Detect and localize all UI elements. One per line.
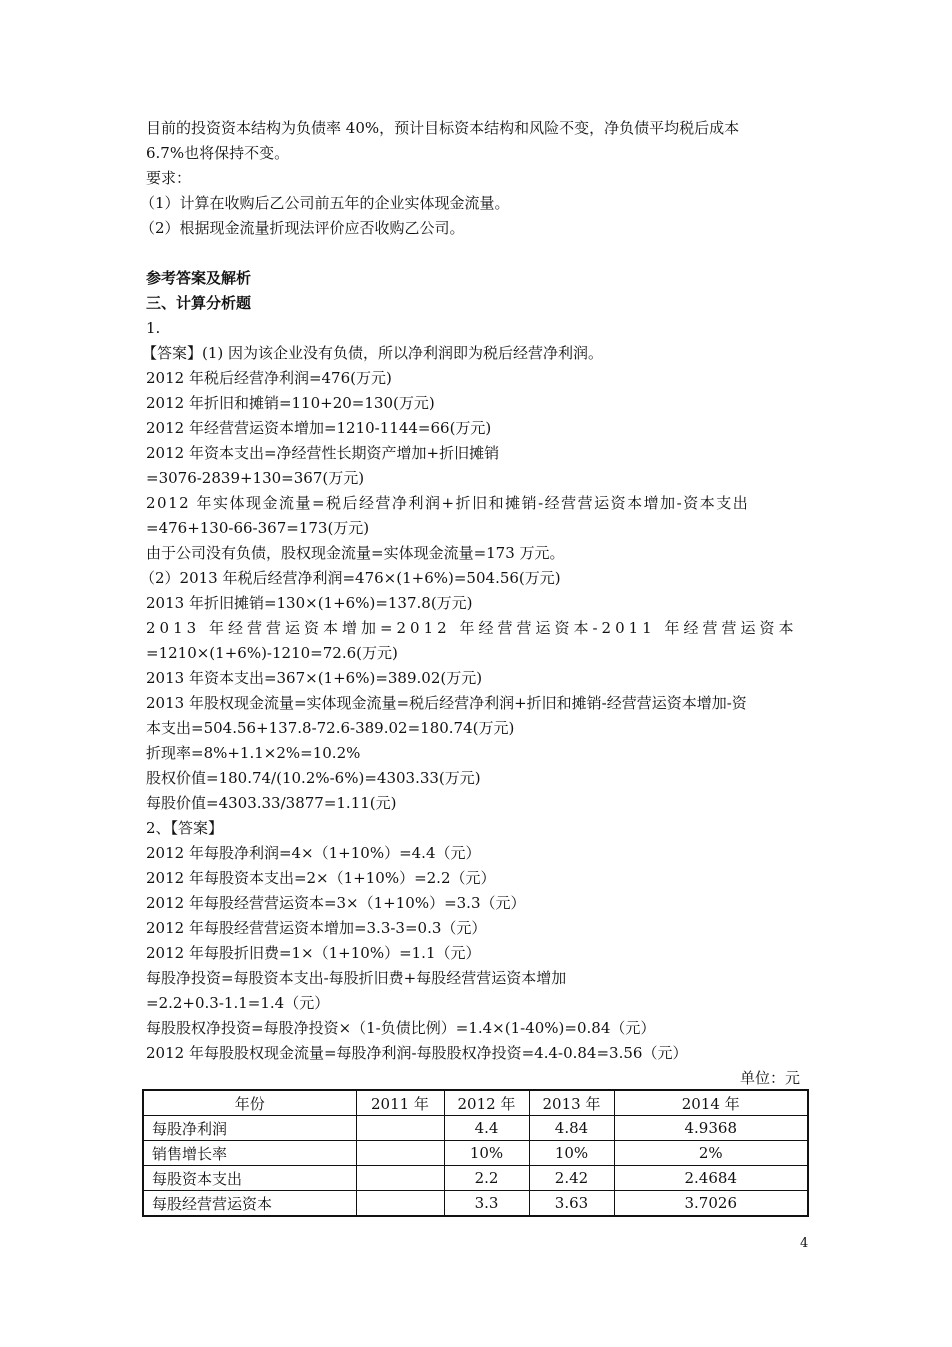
per-share-table bbox=[142, 1089, 809, 1217]
answer-line: =1210×(1+6%)-1210=72.6(万元) bbox=[146, 644, 398, 662]
answer-line: 2012 年实体现金流量=税后经营净利润+折旧和摊销-经营营运资本增加-资本支出 bbox=[146, 494, 750, 512]
table-cell: 3.3 bbox=[444, 1191, 529, 1217]
requirement-item: （1）计算在收购后乙公司前五年的企业实体现金流量。 bbox=[140, 194, 510, 212]
table-row-label: 销售增长率 bbox=[143, 1141, 356, 1166]
answer-line: 2012 年每股经营营运资本增加=3.3-3=0.3（元） bbox=[146, 919, 487, 937]
answer-line: 2012 年每股折旧费=1×（1+10%）=1.1（元） bbox=[146, 944, 481, 962]
table-cell: 4.4 bbox=[444, 1116, 529, 1141]
table-row bbox=[143, 1191, 808, 1217]
table-header-row bbox=[143, 1090, 808, 1116]
answer-line: 2013 年折旧摊销=130×(1+6%)=137.8(万元) bbox=[146, 594, 473, 612]
answer-line: 每股净投资=每股资本支出-每股折旧费+每股经营营运资本增加 bbox=[146, 969, 567, 987]
answer-line: 股权价值=180.74/(10.2%-6%)=4303.33(万元) bbox=[146, 769, 481, 787]
answer-line: 2012 年税后经营净利润=476(万元) bbox=[146, 369, 392, 387]
table-cell bbox=[356, 1166, 444, 1191]
table-header-cell: 2014 年 bbox=[614, 1090, 808, 1116]
table-cell: 2.4684 bbox=[614, 1166, 808, 1191]
table-header-cell: 2011 年 bbox=[356, 1090, 444, 1116]
table-row bbox=[143, 1116, 808, 1141]
table-row-label: 每股经营营运资本 bbox=[143, 1191, 356, 1217]
answer-line: 本支出=504.56+137.8-72.6-389.02=180.74(万元) bbox=[146, 719, 515, 737]
table-cell: 2.42 bbox=[529, 1166, 614, 1191]
table-header-cell: 年份 bbox=[143, 1090, 356, 1116]
answer-line: 2012 年折旧和摊销=110+20=130(万元) bbox=[146, 394, 435, 412]
table-cell: 4.84 bbox=[529, 1116, 614, 1141]
requirement-heading: 要求： bbox=[146, 169, 192, 187]
answer-line: 2012 年每股股权现金流量=每股净利润-每股股权净投资=4.4-0.84=3.56（元） bbox=[146, 1044, 688, 1062]
table-cell: 2.2 bbox=[444, 1166, 529, 1191]
question-number: 1. bbox=[146, 319, 161, 337]
answer-line: =3076-2839+130=367(万元) bbox=[146, 469, 365, 487]
answer-line: 由于公司没有负债，股权现金流量=实体现金流量=173 万元。 bbox=[146, 544, 565, 562]
answer-line: 2012 年每股经营营运资本=3×（1+10%）=3.3（元） bbox=[146, 894, 526, 912]
table-cell: 2% bbox=[614, 1141, 808, 1166]
answer-line: 2012 年资本支出=净经营性长期资产增加+折旧摊销 bbox=[146, 444, 500, 462]
table-cell bbox=[356, 1141, 444, 1166]
table-cell bbox=[356, 1116, 444, 1141]
table-row-label: 每股资本支出 bbox=[143, 1166, 356, 1191]
table-header-cell: 2012 年 bbox=[444, 1090, 529, 1116]
answer-line: 2012 年每股资本支出=2×（1+10%）=2.2（元） bbox=[146, 869, 496, 887]
table-cell: 4.9368 bbox=[614, 1116, 808, 1141]
answer-line: 2013 年资本支出=367×(1+6%)=389.02(万元) bbox=[146, 669, 483, 687]
table-header-cell: 2013 年 bbox=[529, 1090, 614, 1116]
requirement-item: （2）根据现金流量折现法评价应否收购乙公司。 bbox=[140, 219, 465, 237]
table-cell: 10% bbox=[444, 1141, 529, 1166]
table-row bbox=[143, 1141, 808, 1166]
paragraph-line: 6.7%也将保持不变。 bbox=[146, 144, 290, 162]
table-cell: 3.63 bbox=[529, 1191, 614, 1217]
answer-line: =476+130-66-367=173(万元) bbox=[146, 519, 370, 537]
answer-line: 2012 年经营营运资本增加=1210-1144=66(万元) bbox=[146, 419, 492, 437]
answer-line: 每股价值=4303.33/3877=1.11(元) bbox=[146, 794, 397, 812]
answer-line: 2012 年每股净利润=4×（1+10%）=4.4（元） bbox=[146, 844, 481, 862]
answer-line: 每股股权净投资=每股净投资×（1-负债比例）=1.4×(1-40%)=0.84（元） bbox=[146, 1019, 656, 1037]
answer-line: 折现率=8%+1.1×2%=10.2% bbox=[146, 744, 361, 762]
unit-label: 单位：元 bbox=[740, 1069, 801, 1087]
answer-line: =2.2+0.3-1.1=1.4（元） bbox=[146, 994, 330, 1012]
section-title: 参考答案及解析 bbox=[146, 269, 252, 287]
table-row-label: 每股净利润 bbox=[143, 1116, 356, 1141]
table-cell bbox=[356, 1191, 444, 1217]
answer-line: 2013 年经营营运资本增加=2012 年经营营运资本-2011 年经营营运资本 bbox=[146, 619, 798, 637]
answer-line: 【答案】(1) 因为该企业没有负债，所以净利润即为税后经营净利润。 bbox=[142, 344, 604, 362]
table-row bbox=[143, 1166, 808, 1191]
table-cell: 10% bbox=[529, 1141, 614, 1166]
section-subtitle: 三、计算分析题 bbox=[146, 294, 252, 312]
page-number: 4 bbox=[800, 1236, 809, 1251]
question-number: 2、【答案】 bbox=[146, 819, 224, 837]
answer-line: 2013 年股权现金流量=实体现金流量=税后经营净利润+折旧和摊销-经营营运资本增加-资 bbox=[146, 694, 747, 712]
paragraph-line: 目前的投资资本结构为负债率 40%，预计目标资本结构和风险不变，净负债平均税后成本 bbox=[146, 119, 740, 137]
answer-line: （2）2013 年税后经营净利润=476×(1+6%)=504.56(万元) bbox=[140, 569, 561, 587]
table-cell: 3.7026 bbox=[614, 1191, 808, 1217]
